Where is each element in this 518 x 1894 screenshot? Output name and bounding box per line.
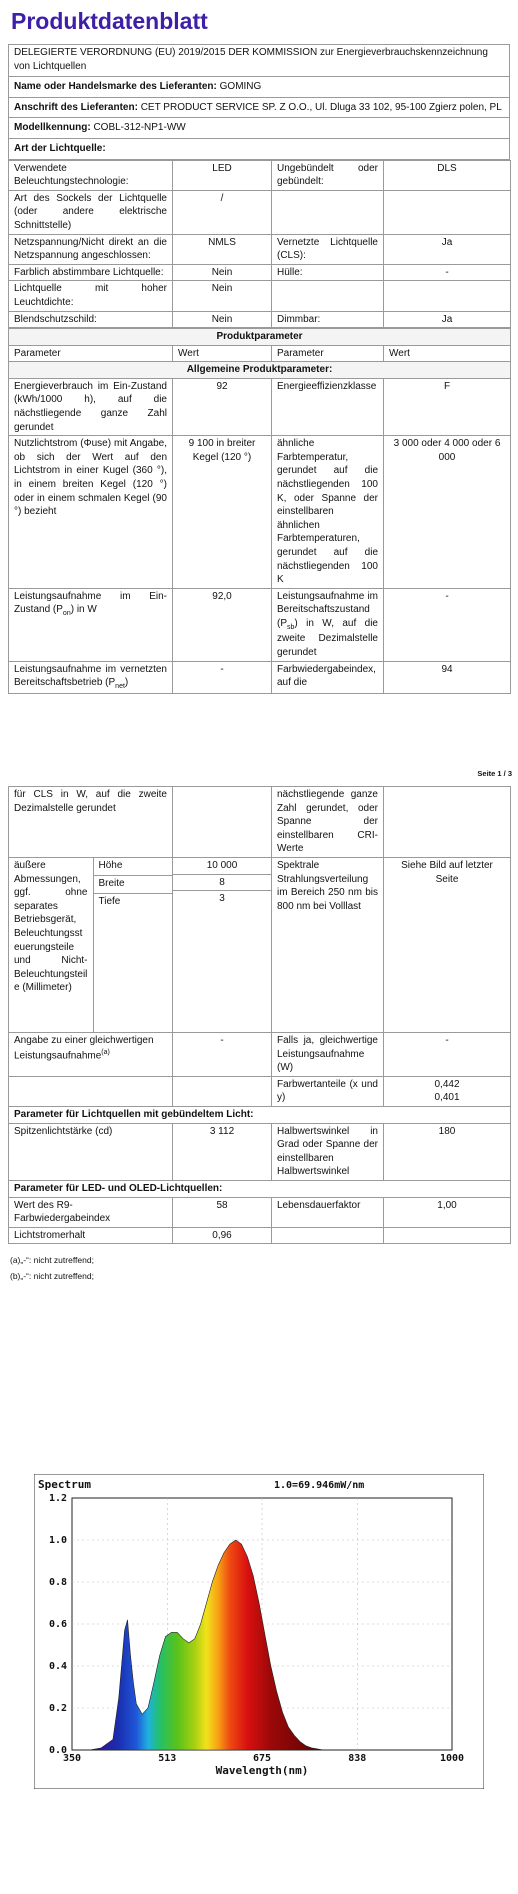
x-tick-label: 350 bbox=[62, 1753, 82, 1764]
type-value: Ja bbox=[384, 234, 511, 264]
type-label: Farblich abstimmbare Lichtquelle: bbox=[9, 264, 173, 281]
y-tick-label: 1.2 bbox=[48, 1493, 67, 1504]
type-value: Ja bbox=[384, 311, 511, 328]
power-net-value: - bbox=[173, 661, 272, 693]
continued-table bbox=[8, 786, 511, 1244]
type-label bbox=[272, 281, 384, 311]
type-value: - bbox=[384, 264, 511, 281]
survival-factor-label: Lebensdauerfaktor bbox=[272, 1197, 384, 1227]
supplier-address: CET PRODUCT SERVICE SP. Z O.O., Ul. Dluga 33 102, 95-100 Zgierz polen, PL bbox=[140, 101, 502, 113]
regulation-text: DELEGIERTE VERORDNUNG (EU) 2019/2015 DER KOMMISSION zur Energieverbrauchskennzeichnung von Lichtquellen bbox=[9, 45, 509, 77]
type-value: NMLS bbox=[173, 234, 272, 264]
supplier-name: GOMING bbox=[219, 81, 262, 93]
empty-cell bbox=[173, 787, 272, 858]
y-tick-label: 0.4 bbox=[48, 1661, 67, 1672]
supplier-address-row bbox=[9, 98, 509, 119]
col-value-1: Wert bbox=[173, 345, 272, 362]
light-type-row bbox=[9, 234, 511, 264]
survival-factor-value: 1,00 bbox=[384, 1197, 511, 1227]
footnotes bbox=[10, 1252, 94, 1284]
chromaticity-x: 0,442 bbox=[434, 1078, 460, 1090]
type-label: Hülle: bbox=[272, 264, 384, 281]
y-tick-label: 0.6 bbox=[48, 1619, 67, 1630]
dimensions-inner bbox=[9, 858, 173, 1032]
lumen-maintenance-value: 0,96 bbox=[173, 1227, 272, 1244]
type-label: Verwendete Beleuchtungstechnologie: bbox=[9, 160, 173, 190]
datasheet-title: Produktdatenblatt bbox=[11, 8, 208, 34]
param-label: Nutzlichtstrom (Φuse) mit Angabe, ob sich der Wert auf den Lichtstrom in einer Kugel (360 °), in einem breiten Kegel (120 °) oder in einem schmalen Kegel (90 °) bezieht bbox=[9, 436, 173, 589]
dim-height-value: 10 000 bbox=[173, 858, 271, 875]
spectral-label: Spektrale Strahlungsverteilung im Bereich 250 nm bis 800 nm bei Volllast bbox=[272, 857, 384, 1032]
cri-label: Farbwiedergabeindex, auf die bbox=[272, 661, 384, 693]
light-type-heading: Art der Lichtquelle: bbox=[9, 139, 509, 160]
model-row bbox=[9, 118, 509, 139]
param-label: Energieeffizienzklasse bbox=[272, 378, 384, 435]
power-net-continued: für CLS in W, auf die zweite Dezimalstelle gerundet bbox=[9, 787, 173, 858]
light-type-row bbox=[9, 160, 511, 190]
chart-title: Spectrum bbox=[38, 1478, 91, 1491]
model-id: COBL-312-NP1-WW bbox=[93, 122, 186, 134]
empty-cell bbox=[173, 1076, 272, 1106]
spectrum-chart bbox=[34, 1474, 484, 1789]
dim-width-label: Breite bbox=[93, 875, 173, 893]
col-value-2: Wert bbox=[384, 345, 511, 362]
type-value: DLS bbox=[384, 160, 511, 190]
power-on-label: Leistungsaufnahme im Ein-Zustand $(P_{on})$ in W bbox=[9, 588, 173, 661]
supplier-name-label: Name oder Handelsmarke des Lieferanten: bbox=[14, 81, 217, 93]
supplier-name-row bbox=[9, 77, 509, 98]
col-parameter-1: Parameter bbox=[9, 345, 173, 362]
page-two bbox=[8, 786, 510, 1244]
led-heading: Parameter für LED- und OLED-Lichtquellen: bbox=[9, 1180, 511, 1197]
empty-cell bbox=[384, 787, 511, 858]
dim-width-value: 8 bbox=[173, 875, 271, 892]
param-value: F bbox=[384, 378, 511, 435]
y-tick-label: 0.8 bbox=[48, 1577, 67, 1588]
type-value: Nein bbox=[173, 264, 272, 281]
type-value: / bbox=[173, 190, 272, 234]
equivalent-power-label: Angabe zu einer gleichwertigen Leistungsaufnahme$^{(a)}$ bbox=[9, 1032, 173, 1076]
empty-cell bbox=[272, 1227, 384, 1244]
spectral-value: Siehe Bild auf letzter Seite bbox=[384, 857, 511, 1032]
equivalent-power-w-value: - bbox=[384, 1032, 511, 1076]
dim-height-label: Höhe bbox=[93, 858, 173, 875]
supplier-address-label: Anschrift des Lieferanten: bbox=[14, 101, 138, 113]
param-value: 92 bbox=[173, 378, 272, 435]
type-label bbox=[272, 190, 384, 234]
chart-annotation: 1.0=69.946mW/nm bbox=[274, 1480, 365, 1491]
equivalent-power-w-label: Falls ja, gleichwertige Leistungsaufnahme (W) bbox=[272, 1032, 384, 1076]
model-label: Modellkennung: bbox=[14, 122, 91, 134]
dim-depth-value: 3 bbox=[219, 893, 225, 905]
y-tick-label: 0.0 bbox=[48, 1745, 67, 1756]
r9-value: 58 bbox=[173, 1197, 272, 1227]
power-net-label: Leistungsaufnahme im vernetzten Bereitschaftsbetrieb $(P_{net})$ bbox=[9, 661, 173, 693]
empty-cell bbox=[9, 1076, 173, 1106]
type-label: Vernetzte Lichtquelle (CLS): bbox=[272, 234, 384, 264]
type-label: Dimmbar: bbox=[272, 311, 384, 328]
chromaticity-y: 0,401 bbox=[434, 1092, 460, 1104]
type-label: Ungebündelt oder gebündelt: bbox=[272, 160, 384, 190]
general-row bbox=[9, 436, 511, 589]
general-parameters-heading: Allgemeine Produktparameter: bbox=[9, 362, 511, 379]
dimensions-cell bbox=[9, 857, 173, 1032]
product-parameters-heading: Produktparameter bbox=[9, 329, 511, 346]
type-label: Lichtquelle mit hoher Leuchtdichte: bbox=[9, 281, 173, 311]
y-tick-label: 1.0 bbox=[48, 1535, 67, 1546]
page-number: Seite 1 / 3 bbox=[477, 769, 512, 778]
light-type-table bbox=[8, 160, 511, 329]
dim-depth-label: Tiefe bbox=[98, 895, 121, 907]
page-one bbox=[8, 44, 510, 694]
light-type-row bbox=[9, 311, 511, 328]
param-label: Energieverbrauch im Ein-Zustand (kWh/1000 h), auf die nächstliegende ganze Zahl gerundet bbox=[9, 378, 173, 435]
type-label: Art des Sockels der Lichtquelle (oder andere elektrische Schnittstelle) bbox=[9, 190, 173, 234]
power-on-value: 92,0 bbox=[173, 588, 272, 661]
type-value: Nein bbox=[173, 281, 272, 311]
product-parameters-table bbox=[8, 328, 511, 694]
peak-intensity-value: 3 112 bbox=[173, 1123, 272, 1180]
param-label: ähnliche Farbtemperatur, gerundet auf die nächstliegenden 100 K, oder Spanne der einstellbaren ähnlichen Farbtemperaturen, gerundet auf die nächstliegenden 100 K bbox=[272, 436, 384, 589]
power-standby-label: Leistungsaufnahme im Bereitschaftszustand $(P_{sb})$ in W, auf die zweite Dezimalstelle gerundet bbox=[272, 588, 384, 661]
param-value: 3 000 oder 4 000 oder 6 000 bbox=[384, 436, 511, 589]
x-tick-label: 513 bbox=[158, 1753, 177, 1764]
r9-label: Wert des R9-Farbwiedergabeindex bbox=[9, 1197, 173, 1227]
type-value: LED bbox=[173, 160, 272, 190]
light-type-row bbox=[9, 281, 511, 311]
chromaticity-label: Farbwertanteile (x und y) bbox=[272, 1076, 384, 1106]
light-type-row bbox=[9, 190, 511, 234]
lumen-maintenance-label: Lichtstromerhalt bbox=[9, 1227, 173, 1244]
footnote-a: (a)„-“: nicht zutreffend; bbox=[10, 1255, 94, 1265]
light-type-row bbox=[9, 264, 511, 281]
type-label: Blendschutzschild: bbox=[9, 311, 173, 328]
cri-value: 94 bbox=[384, 661, 511, 693]
x-tick-label: 838 bbox=[348, 1753, 367, 1764]
type-value bbox=[384, 281, 511, 311]
equivalent-power-value: - bbox=[173, 1032, 272, 1076]
x-tick-label: 675 bbox=[252, 1753, 272, 1764]
general-row bbox=[9, 378, 511, 435]
empty-cell bbox=[384, 1227, 511, 1244]
y-tick-label: 0.2 bbox=[48, 1703, 67, 1714]
dimensions-label: äußere Abmessungen, ggf. ohne separates Betriebsgerät, Beleuchtungssteuerungsteile und Nicht-Beleuchtungsteile (Millimeter) bbox=[9, 858, 93, 1032]
directional-heading: Parameter für Lichtquellen mit gebündeltem Licht: bbox=[9, 1106, 511, 1123]
x-tick-label: 1000 bbox=[439, 1753, 465, 1764]
footnote-b: (b)„-“: nicht zutreffend; bbox=[10, 1271, 94, 1282]
power-standby-value: - bbox=[384, 588, 511, 661]
beam-angle-value: 180 bbox=[384, 1123, 511, 1180]
chromaticity-values bbox=[384, 1076, 511, 1106]
peak-intensity-label: Spitzenlichtstärke (cd) bbox=[9, 1123, 173, 1180]
col-parameter-2: Parameter bbox=[272, 345, 384, 362]
x-axis-label: Wavelength(nm) bbox=[215, 1764, 309, 1777]
beam-angle-label: Halbwertswinkel in Grad oder Spanne der einstellbaren Halbwertswinkel bbox=[272, 1123, 384, 1180]
cri-continued: nächstliegende ganze Zahl gerundet, oder Spanne der einstellbaren CRI-Werte bbox=[272, 787, 384, 858]
param-value: 9 100 in breiter Kegel (120 °) bbox=[173, 436, 272, 589]
type-value: Nein bbox=[173, 311, 272, 328]
dimension-values-cell bbox=[173, 857, 272, 1032]
spectrum-svg bbox=[34, 1474, 484, 1789]
type-value bbox=[384, 190, 511, 234]
header-block bbox=[8, 44, 510, 160]
type-label: Netzspannung/Nicht direkt an die Netzspannung angeschlossen: bbox=[9, 234, 173, 264]
